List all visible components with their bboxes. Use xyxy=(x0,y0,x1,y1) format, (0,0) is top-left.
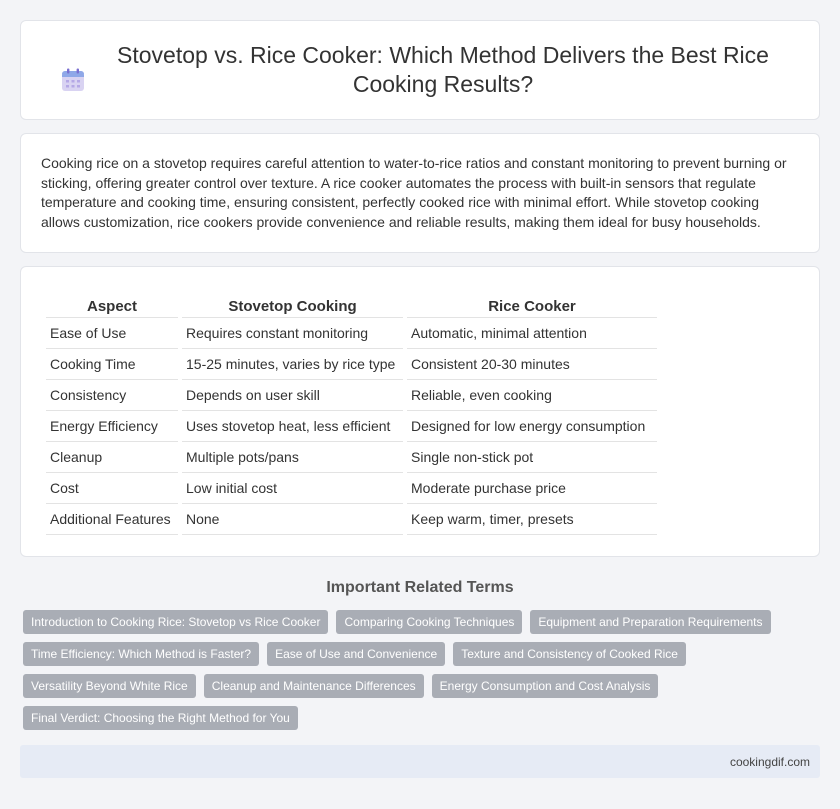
title-card xyxy=(20,20,820,120)
table-row xyxy=(46,504,657,535)
header-stovetop: Stovetop Cooking xyxy=(182,287,403,318)
comparison-table xyxy=(42,287,661,535)
table-header-row xyxy=(46,287,657,318)
related-tags xyxy=(23,610,803,738)
table-row xyxy=(46,380,657,411)
footer-site-link[interactable]: cookingdif.com xyxy=(729,754,810,769)
tag-link[interactable]: Ease of Use and Convenience xyxy=(267,642,445,666)
row-rice-cooker: Keep warm, timer, presets xyxy=(407,504,657,535)
row-rice-cooker: Designed for low energy consumption xyxy=(407,411,657,442)
row-aspect: Cleanup xyxy=(46,442,178,473)
table-row xyxy=(46,442,657,473)
tag-link[interactable]: Equipment and Preparation Requirements xyxy=(530,610,770,634)
tag-link[interactable]: Texture and Consistency of Cooked Rice xyxy=(453,642,686,666)
row-aspect: Consistency xyxy=(46,380,178,411)
row-aspect: Additional Features xyxy=(46,504,178,535)
row-rice-cooker: Single non-stick pot xyxy=(407,442,657,473)
table-row xyxy=(46,318,657,349)
tag-row xyxy=(23,706,803,730)
row-stovetop: Requires constant monitoring xyxy=(182,318,403,349)
title-wrap xyxy=(60,41,780,99)
tag-link[interactable]: Final Verdict: Choosing the Right Method for You xyxy=(23,706,298,730)
calendar-icon xyxy=(60,67,86,93)
row-aspect: Ease of Use xyxy=(46,318,178,349)
footer xyxy=(20,745,820,778)
comparison-card xyxy=(20,266,820,557)
row-rice-cooker: Automatic, minimal attention xyxy=(407,318,657,349)
tag-link[interactable]: Energy Consumption and Cost Analysis xyxy=(432,674,659,698)
row-rice-cooker: Reliable, even cooking xyxy=(407,380,657,411)
row-aspect: Cooking Time xyxy=(46,349,178,380)
row-rice-cooker: Consistent 20-30 minutes xyxy=(407,349,657,380)
row-stovetop: Depends on user skill xyxy=(182,380,403,411)
page-title: Stovetop vs. Rice Cooker: Which Method Delivers the Best Rice Cooking Results? xyxy=(117,42,769,97)
row-stovetop: Low initial cost xyxy=(182,473,403,504)
table-row xyxy=(46,349,657,380)
row-aspect: Cost xyxy=(46,473,178,504)
related-terms-heading: Important Related Terms xyxy=(326,579,514,596)
tag-link[interactable]: Comparing Cooking Techniques xyxy=(336,610,522,634)
header-rice-cooker: Rice Cooker xyxy=(407,287,657,318)
row-stovetop: Uses stovetop heat, less efficient xyxy=(182,411,403,442)
row-stovetop: Multiple pots/pans xyxy=(182,442,403,473)
tag-link[interactable]: Introduction to Cooking Rice: Stovetop vs Rice Cooker xyxy=(23,610,328,634)
row-aspect: Energy Efficiency xyxy=(46,411,178,442)
table-row xyxy=(46,411,657,442)
tag-link[interactable]: Versatility Beyond White Rice xyxy=(23,674,196,698)
tag-link[interactable]: Cleanup and Maintenance Differences xyxy=(204,674,424,698)
intro-paragraph: Cooking rice on a stovetop requires careful attention to water-to-rice ratios and constant monitoring to prevent burning or sticking, offering greater control over texture. A rice cooker automates the process with built-in sensors that regulate temperature and cooking time, ensuring consistent, perfectly cooked rice with minimal effort. While stovetop cooking allows customization, rice cookers provide convenience and reliable results, making them ideal for busy households. xyxy=(41,155,787,230)
tag-row xyxy=(23,610,803,634)
intro-card xyxy=(20,133,820,253)
row-stovetop: None xyxy=(182,504,403,535)
table-row xyxy=(46,473,657,504)
tag-link[interactable]: Time Efficiency: Which Method is Faster? xyxy=(23,642,259,666)
row-stovetop: 15-25 minutes, varies by rice type xyxy=(182,349,403,380)
row-rice-cooker: Moderate purchase price xyxy=(407,473,657,504)
tag-row xyxy=(23,642,803,666)
tag-row xyxy=(23,674,803,698)
header-aspect: Aspect xyxy=(46,287,178,318)
